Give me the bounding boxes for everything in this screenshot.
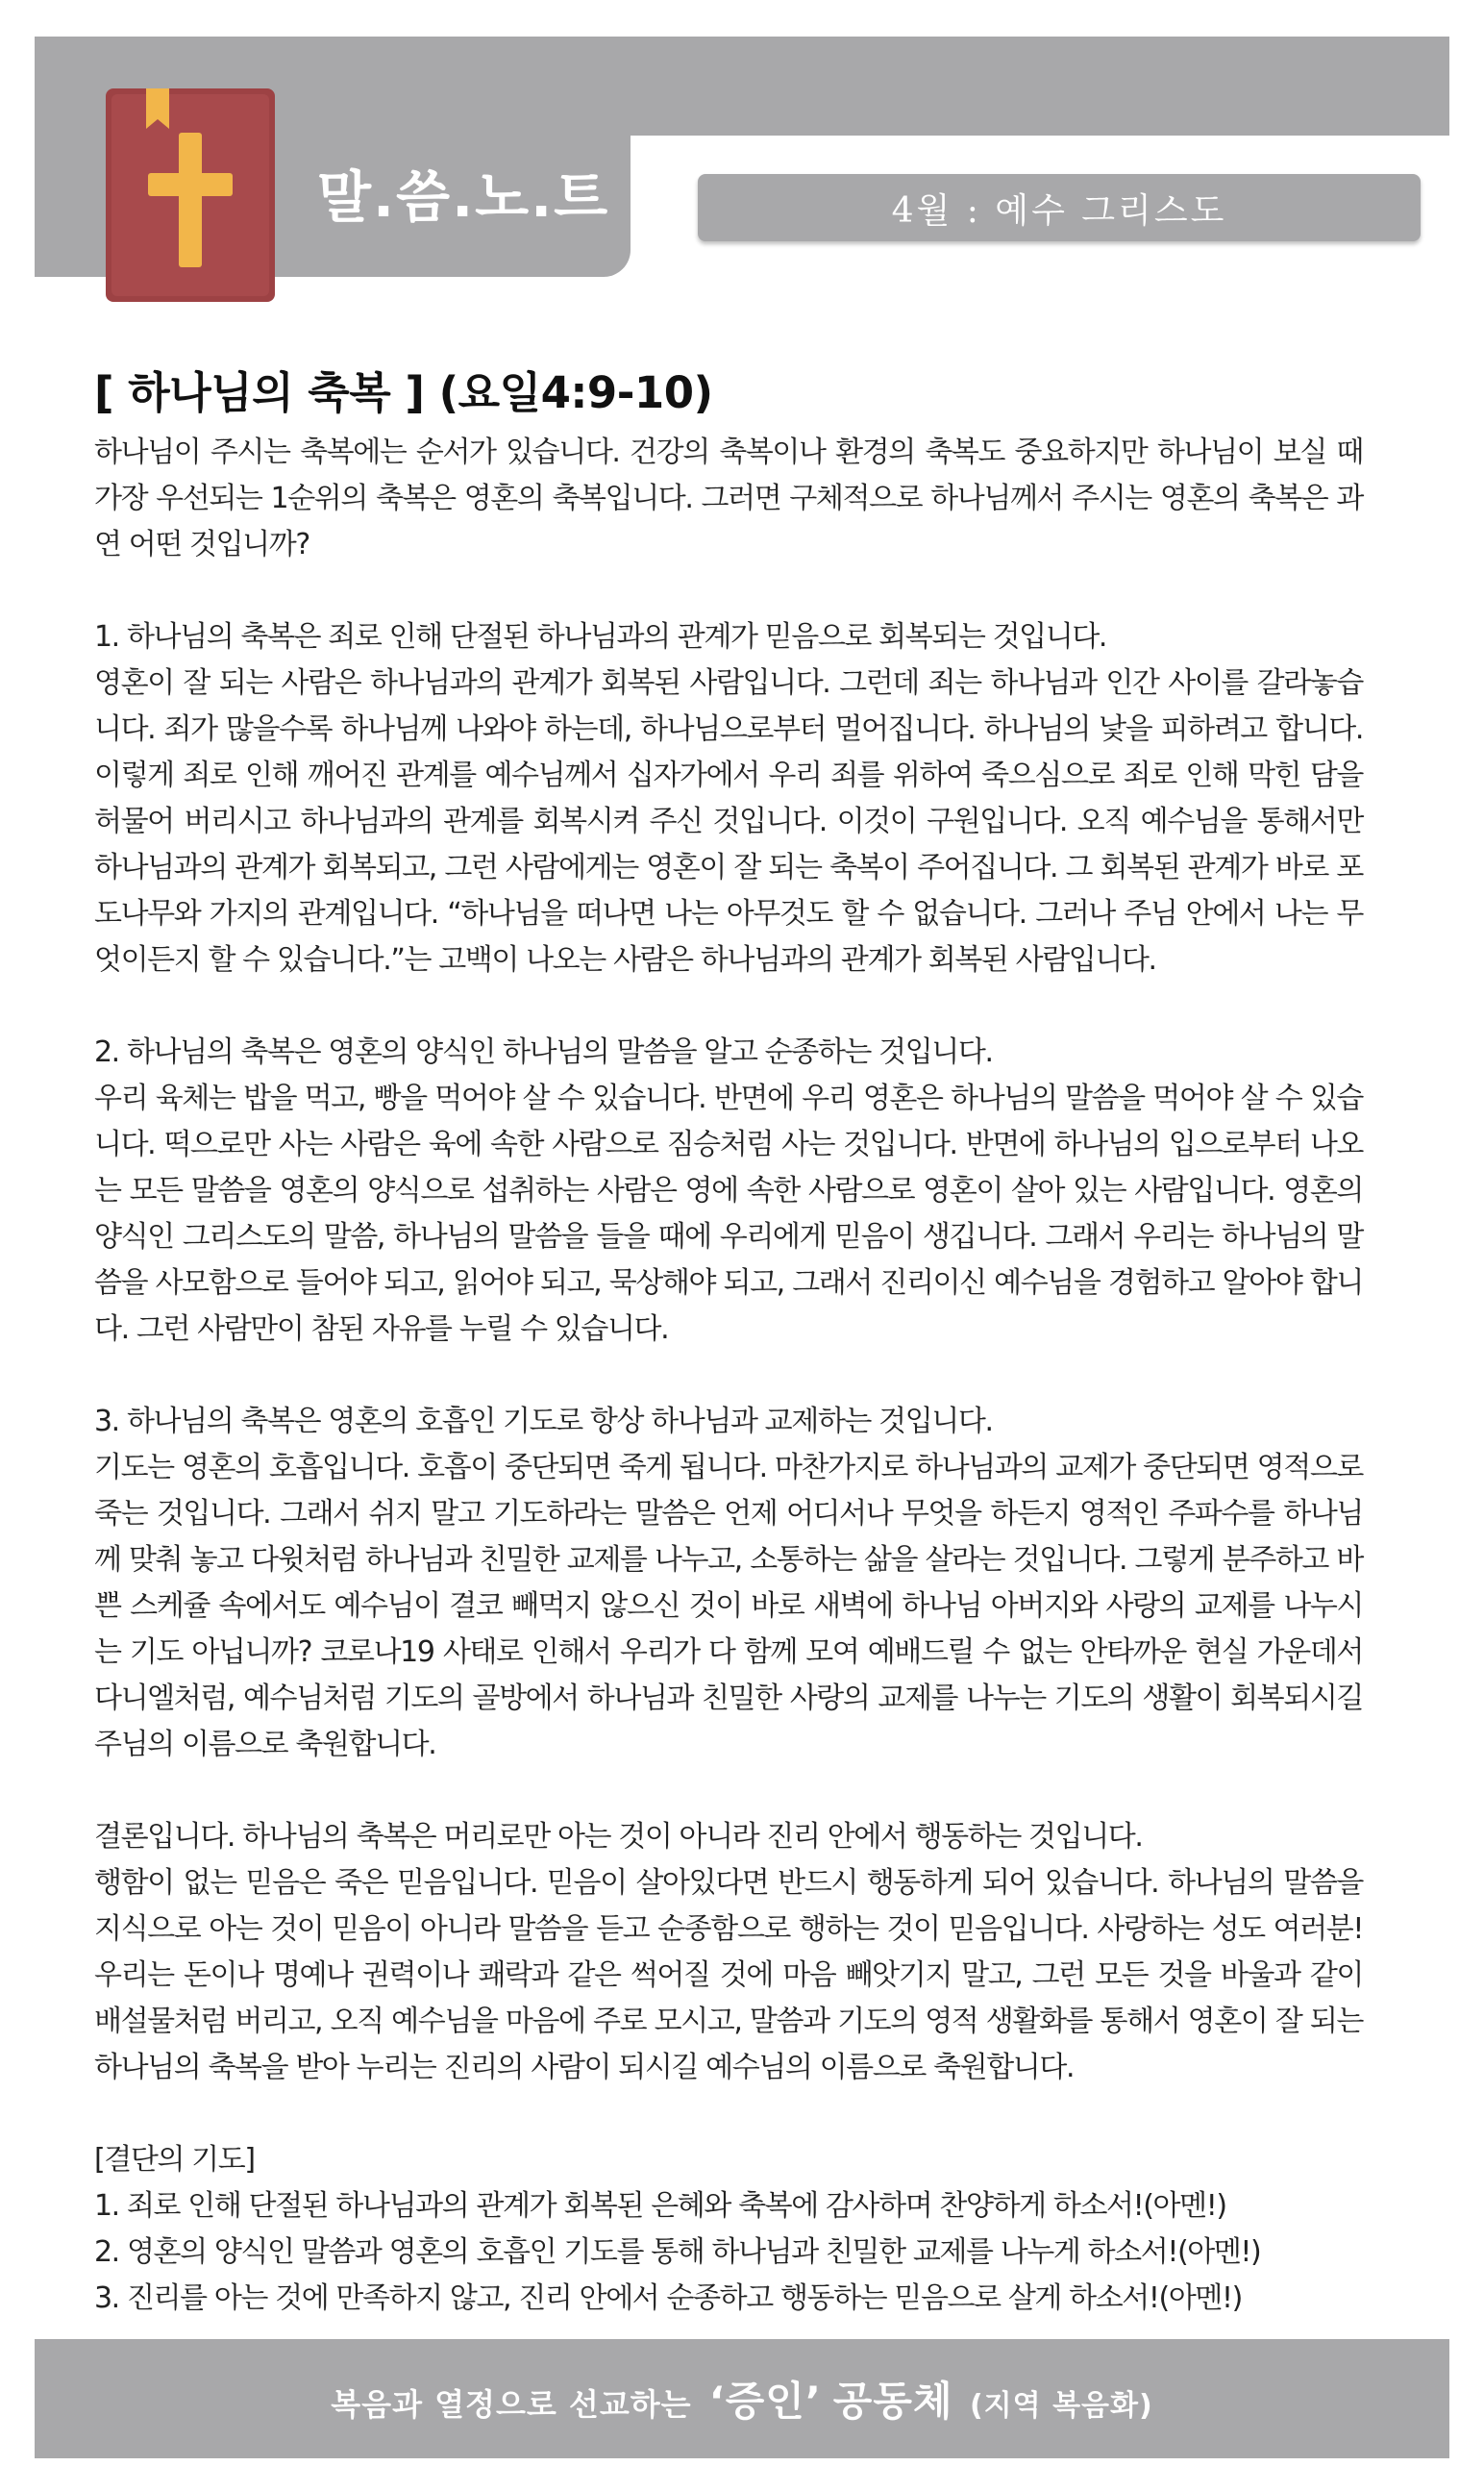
sermon-content: [94, 358, 1363, 2322]
month-theme-label: 4월 : 예수 그리스도: [891, 190, 1227, 231]
footer-slogan-highlight: ‘증인’: [708, 2378, 822, 2425]
point-1-body: 영혼이 잘 되는 사람은 하나님과의 관계가 회복된 사람입니다. 그런데 죄는 하나님과 인간 사이를 갈라놓습니다. 죄가 많을수록 하나님께 나와야 하는데, 하나님으로부터 멀어집니다. 하나님의 낯을 피하려고 합니다. 이렇게 죄로 인해 깨어진 관계를 예수님께서 십자가에서 우리 죄를 위하여 죽으심으로 죄로 인해 막힌 담을 허물어 버리시고 하나님과의 관계를 회복시켜 주신 것입니다. 이것이 구원입니다. 오직 예수님을 통해서만 하나님과의 관계가 회복되고, 그런 사람에게는 영혼이 잘 되는 축복이 주어집니다. 그 회복된 관계가 바로 포도나무와 가지의 관계입니다. “하나님을 떠나면 나는 아무것도 할 수 없습니다. 그러나 주님 안에서 나는 무엇이든지 할 수 있습니다.”는 고백이 나오는 사람은 하나님과의 관계가 회복된 사람입니다.: [94, 666, 1363, 977]
prayer-item-2: 2. 영혼의 양식인 말씀과 영혼의 호흡인 기도를 통해 하나님과 친밀한 교제를 나누게 하소서!(아멘!): [94, 2235, 1261, 2269]
prayer-item-3: 3. 진리를 아는 것에 만족하지 않고, 진리 안에서 순종하고 행동하는 믿음으로 살게 하소서!(아멘!): [94, 2281, 1242, 2315]
prayer-heading: [결단의 기도]: [94, 2143, 255, 2177]
point-3-body: 기도는 영혼의 호흡입니다. 호흡이 중단되면 죽게 됩니다. 마찬가지로 하나님과의 교제가 중단되면 영적으로 죽는 것입니다. 그래서 쉬지 말고 기도하라는 말씀은 언제 어디서나 무엇을 하든지 영적인 주파수를 하나님께 맞춰 놓고 다윗처럼 하나님과 친밀한 교제를 나누고, 소통하는 삶을 살라는 것입니다. 그렇게 분주하고 바쁜 스케쥴 속에서도 예수님이 결코 빼먹지 않으신 것이 바로 새벽에 하나님 아버지와 사랑의 교제를 나누시는 기도 아닙니까? 코로나19 사태로 인해서 우리가 다 함께 모여 예배드릴 수 없는 안타까운 현실 가운데서 다니엘처럼, 예수님처럼 기도의 골방에서 하나님과 친밀한 사랑의 교제를 나누는 기도의 생활이 회복되시길 주님의 이름으로 축원합니다.: [94, 1451, 1363, 1761]
footer-slogan: [331, 2370, 1152, 2428]
conclusion-body: 행함이 없는 믿음은 죽은 믿음입니다. 믿음이 살아있다면 반드시 행동하게 되어 있습니다. 하나님의 말씀을 지식으로 아는 것이 믿음이 아니라 말씀을 듣고 순종함으로 행하는 것이 믿음입니다. 사랑하는 성도 여러분! 우리는 돈이나 명예나 권력이나 쾌락과 같은 썩어질 것에 마음 빼앗기지 말고, 그런 모든 것을 바울과 같이 배설물처럼 버리고, 오직 예수님을 마음에 주로 모시고, 말씀과 기도의 영적 생활화를 통해서 영혼이 잘 되는 하나님의 축복을 받아 누리는 진리의 사람이 되시길 예수님의 이름으로 축원합니다.: [94, 1866, 1363, 2084]
note-title: 말.씀.노.트: [317, 164, 610, 230]
conclusion-heading: 결론입니다. 하나님의 축복은 머리로만 아는 것이 아니라 진리 안에서 행동하는 것입니다.: [94, 1820, 1143, 1854]
footer-banner: [35, 2339, 1449, 2458]
point-2-heading: 2. 하나님의 축복은 영혼의 양식인 하나님의 말씀을 알고 순종하는 것입니다.: [94, 1035, 993, 1069]
footer-slogan-left: 복음과 열정으로 선교하는: [331, 2386, 704, 2423]
month-theme-box: [698, 174, 1421, 241]
point-1-heading: 1. 하나님의 축복은 죄로 인해 단절된 하나님과의 관계가 믿음으로 회복되는 것입니다.: [94, 620, 1107, 654]
prayer-item-1: 1. 죄로 인해 단절된 하나님과의 관계가 회복된 은혜와 축복에 감사하며 찬양하게 하소서!(아멘!): [94, 2189, 1226, 2223]
footer-slogan-sub: (지역 복음화): [958, 2389, 1153, 2423]
footer-slogan-community: 공동체: [832, 2378, 953, 2425]
point-3-heading: 3. 하나님의 축복은 영혼의 호흡인 기도로 항상 하나님과 교제하는 것입니다.: [94, 1405, 993, 1438]
bible-cross-icon: [106, 88, 275, 302]
point-2-body: 우리 육체는 밥을 먹고, 빵을 먹어야 살 수 있습니다. 반면에 우리 영혼은 하나님의 말씀을 먹어야 살 수 있습니다. 떡으로만 사는 사람은 육에 속한 사람으로 짐승처럼 사는 것입니다. 반면에 하나님의 입으로부터 나오는 모든 말씀을 영혼의 양식으로 섭취하는 사람은 영에 속한 사람으로 영혼이 살아 있는 사람입니다. 영혼의 양식인 그리스도의 말씀, 하나님의 말씀을 들을 때에 우리에게 믿음이 생깁니다. 그래서 우리는 하나님의 말씀을 사모함으로 들어야 되고, 읽어야 되고, 묵상해야 되고, 그래서 진리이신 예수님을 경험하고 알아야 합니다. 그런 사람만이 참된 자유를 누릴 수 있습니다.: [94, 1082, 1363, 1346]
sermon-intro: 하나님이 주시는 축복에는 순서가 있습니다. 건강의 축복이나 환경의 축복도 중요하지만 하나님이 보실 때 가장 우선되는 1순위의 축복은 영혼의 축복입니다. 그러면 구체적으로 하나님께서 주시는 영혼의 축복은 과연 어떤 것입니까?: [94, 436, 1363, 561]
sermon-title: [ 하나님의 축복 ] (요일4:9-10): [94, 367, 713, 418]
